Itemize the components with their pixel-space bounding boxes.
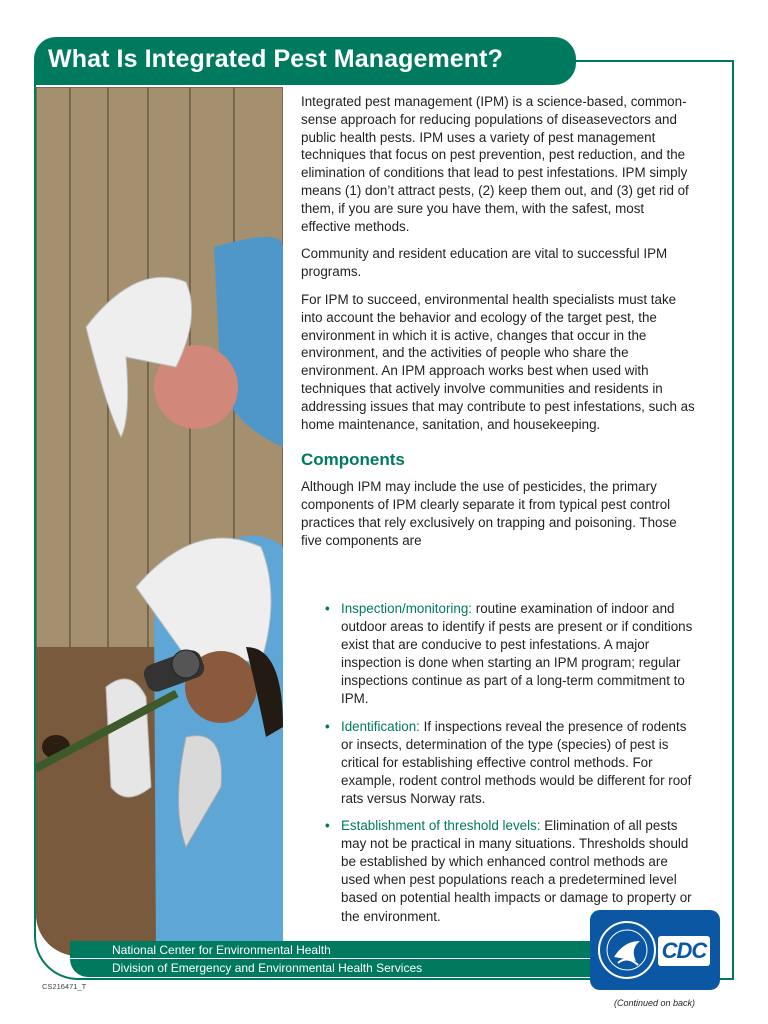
bullet-text: If inspections reveal the presence of rodents or insects, determination of the type (species) of pest is critical for establishing effective control methods. For example, rodent control methods would be different for roof rats versus Norway rats. — [341, 718, 692, 806]
continued-note: (Continued on back) — [614, 998, 696, 1008]
list-item — [323, 718, 693, 808]
components-intro: Although IPM may include the use of pesticides, the primary components of IPM clearly separate it from typical pest control practices that rely exclusively on trapping and poisoning. Those five components are — [301, 479, 677, 548]
bullet-icon: • — [325, 818, 330, 834]
document-code: CS216471_T — [42, 982, 87, 991]
bullet-icon: • — [325, 601, 330, 616]
footer-center-name: National Center for Environmental Health — [112, 943, 331, 957]
hhs-seal-icon — [596, 919, 658, 981]
cdc-logo-text: CDC — [661, 938, 707, 963]
list-item — [323, 600, 693, 709]
title-bar — [34, 37, 576, 85]
page-title: What Is Integrated Pest Management? — [48, 45, 503, 73]
bullet-text: Elimination of all pests may not be practical in many situations. Thresholds should be established by which enhanced control methods are used when pest populations reach a predetermined level based on potential health impacts or damage to property or the environment. — [341, 818, 692, 924]
success-paragraph: For IPM to succeed, environmental health specialists must take into account the behavior and ecology of the target pest, the environment in which it is active, changes that occur in the environment, and the activities of people who share the environment. An IPM approach works best when used with techniques that actively involve communities and residents in addressing issues that may contribute to pest infestations, such as home maintenance, sanitation, and housekeeping. — [301, 291, 695, 432]
photo-inspectors — [36, 87, 283, 956]
footer-divider — [70, 958, 608, 959]
bullet-icon: • — [325, 718, 330, 734]
main-content — [301, 93, 696, 559]
bullet-term: Establishment of threshold levels: — [341, 818, 541, 834]
bullet-term: Inspection/monitoring: — [341, 601, 473, 616]
education-paragraph: Community and resident education are vital to successful IPM programs. — [301, 246, 668, 280]
components-heading: Components — [301, 450, 405, 470]
footer-division-name: Division of Emergency and Environmental Health Services — [112, 961, 423, 975]
components-list — [323, 600, 693, 935]
bullet-term: Identification: — [341, 718, 420, 734]
cdc-logo — [658, 936, 710, 966]
intro-paragraph: Integrated pest management (IPM) is a science-based, common-sense approach for reducing populations of diseasevectors and public health pests. IPM uses a variety of pest management techniques that focus on pest prevention, pest reduction, and the elimination of conditions that lead to pest infestations. IPM simply means (1) don’t attract pests, (2) keep them out, and (3) get rid of them, if you are sure you have them, with the safest, most effective methods. — [301, 94, 689, 234]
bullet-text: routine examination of indoor and outdoor areas to identify if pests are present or if conditions exist that are conducive to pest infestations. A major inspection is done when starting an IPM program; regular inspections continue as part of a long-term commitment to IPM. — [341, 601, 693, 707]
